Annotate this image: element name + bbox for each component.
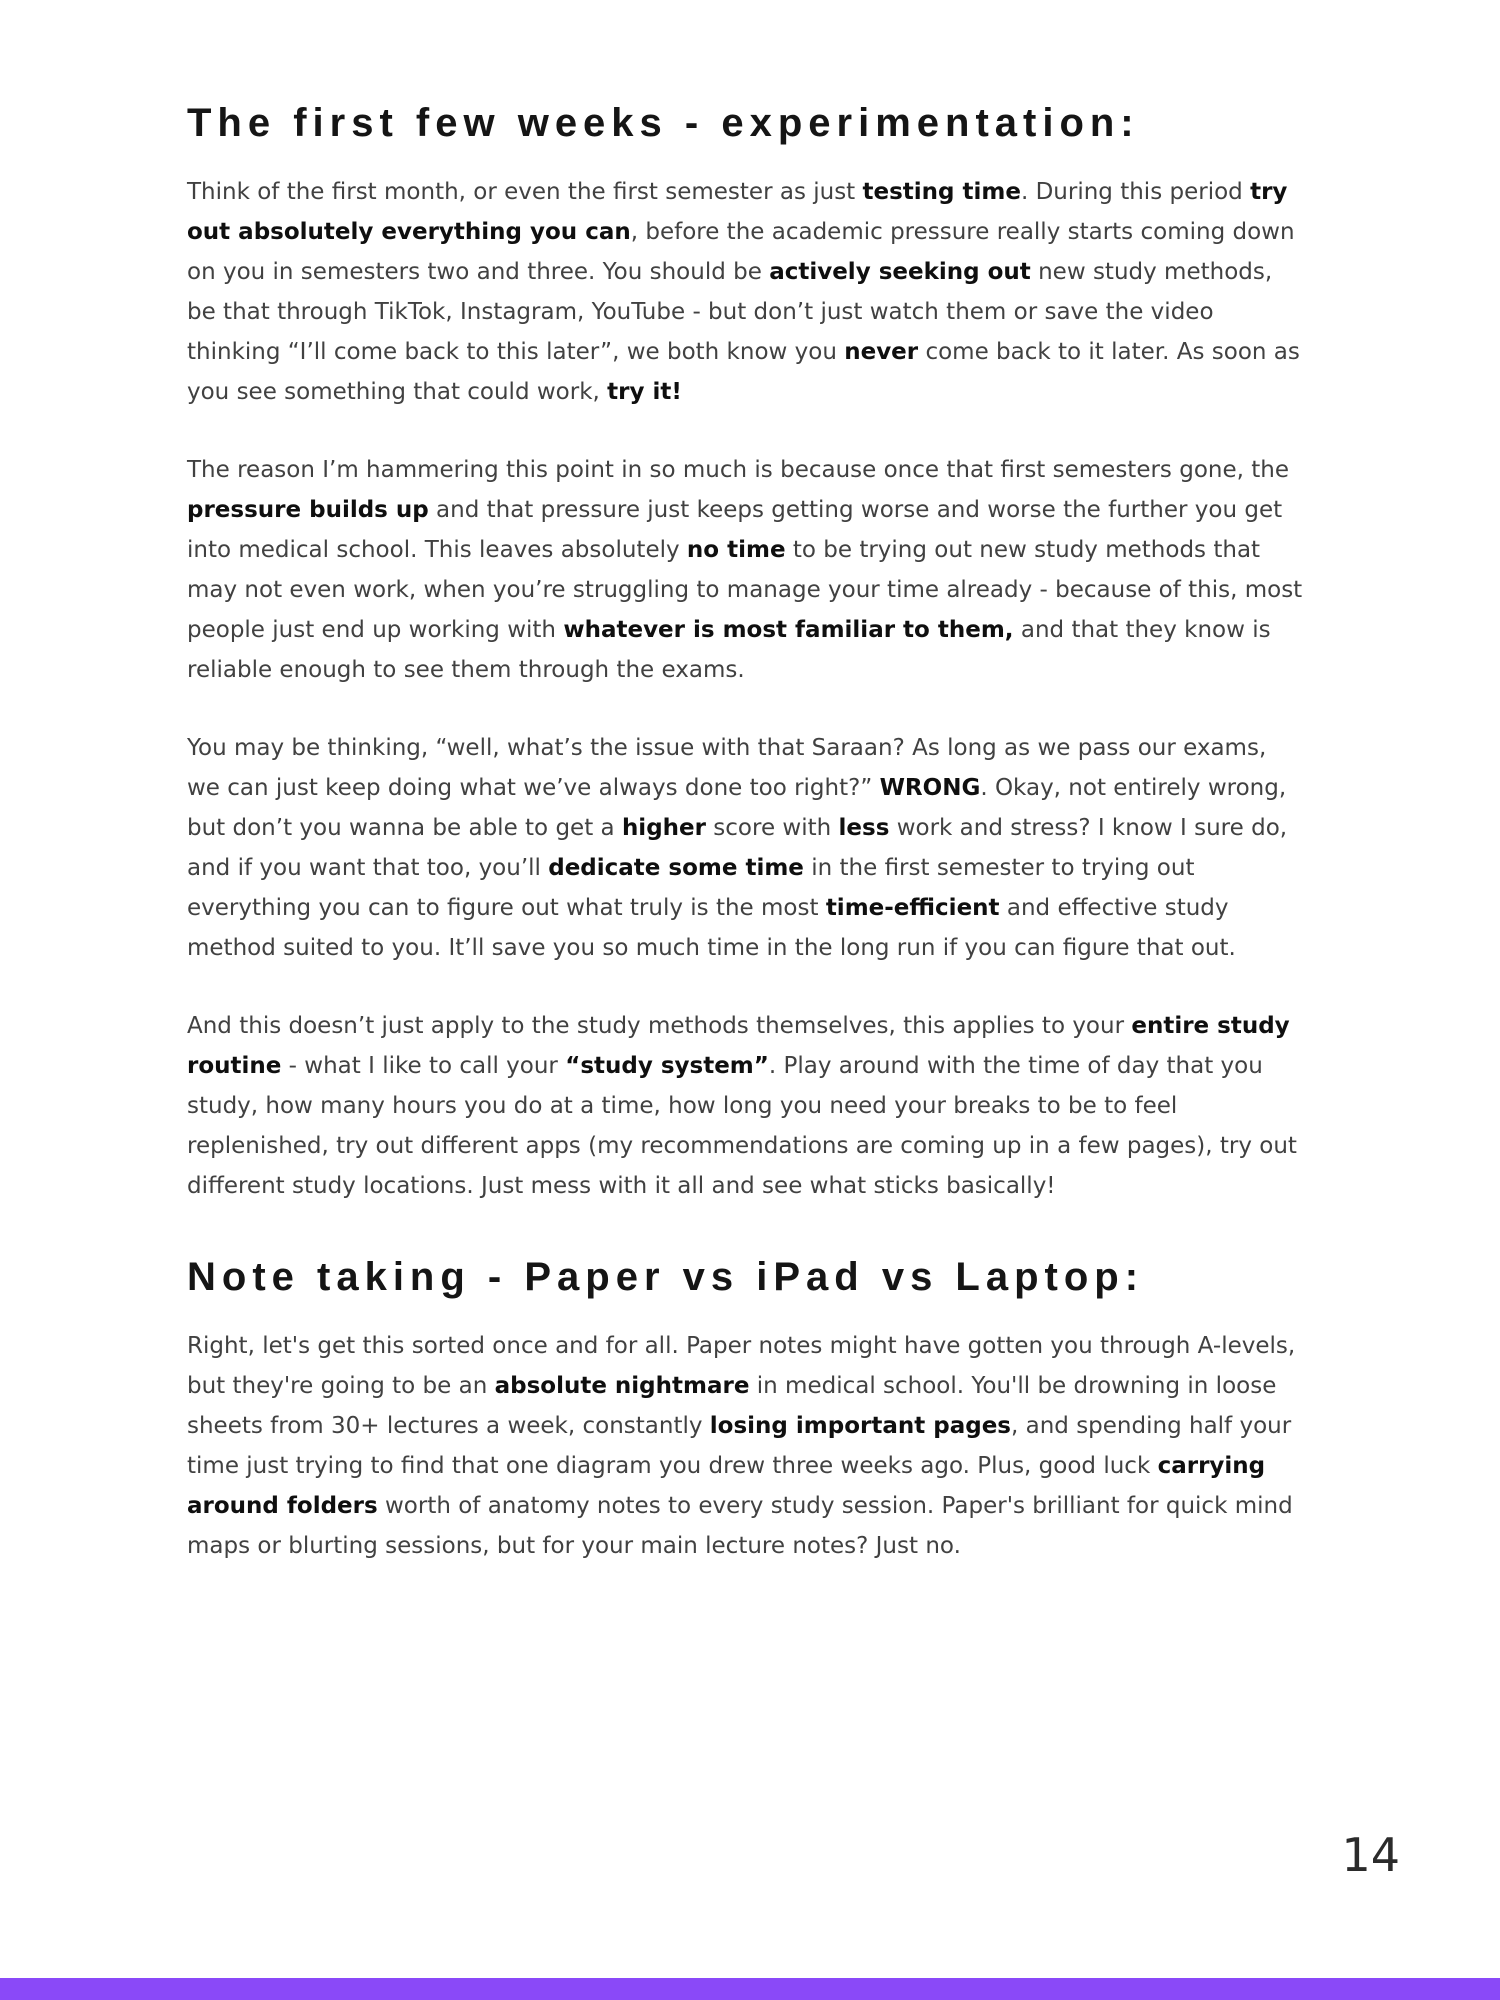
bold-text-run: try out absolutely everything you can	[187, 179, 1288, 245]
bold-text-run: WRONG	[879, 775, 981, 801]
text-run: worth of anatomy notes to every study session. Paper's brilliant for quick mind maps or blurting sessions, but for your main lecture notes? Just no.	[187, 1493, 1293, 1559]
bold-text-run: dedicate some time	[548, 855, 804, 881]
bold-text-run: actively seeking out	[769, 259, 1031, 285]
bold-text-run: testing time	[862, 179, 1021, 205]
text-run: new study methods, be that through TikTok, Instagram, YouTube - but don’t just watch them or save the video thinking “I’ll come back to this later”, we both know you	[187, 259, 1273, 365]
bold-text-run: higher	[621, 815, 706, 841]
text-run: in medical school. You'll be drowning in loose sheets from 30+ lectures a week, constantly	[187, 1373, 1277, 1439]
bold-text-run: carrying around folders	[187, 1453, 1266, 1519]
text-run: work and stress? I know I sure do, and if you want that too, you’ll	[187, 815, 1288, 881]
bold-text-run: entire study routine	[187, 1013, 1290, 1079]
text-run: . Play around with the time of day that you study, how many hours you do at a time, how long you need your breaks to be to feel replenished, try out different apps (my recommendations are coming up in a few pages), try out different study locations. Just mess with it all and see what sticks basically!	[187, 1053, 1297, 1199]
page-content	[187, 100, 1305, 1604]
section-heading: Note taking - Paper vs iPad vs Laptop:	[187, 1255, 1145, 1299]
text-run: , before the academic pressure really starts coming down on you in semesters two and three. You should be	[187, 219, 1295, 285]
section-heading: The first few weeks - experimentation:	[187, 101, 1140, 145]
text-run: come back to it later. As soon as you see something that could work,	[187, 339, 1300, 405]
bold-text-run: pressure builds up	[187, 497, 429, 523]
text-run: - what I like to call your	[281, 1053, 566, 1079]
text-run: And this doesn’t just apply to the study methods themselves, this applies to your	[187, 1013, 1132, 1039]
text-run: . During this period	[1020, 179, 1251, 205]
bold-text-run: “study system”	[565, 1053, 769, 1079]
bold-text-run: whatever is most familiar to them,	[563, 617, 1014, 643]
paragraph	[187, 172, 1305, 412]
text-run: and that pressure just keeps getting worse and worse the further you get into medical school. This leaves absolutely	[187, 497, 1283, 563]
text-run: . Okay, not entirely wrong, but don’t you wanna be able to get a	[187, 775, 1287, 841]
footer-accent-bar	[0, 1978, 1500, 2000]
bold-text-run: no time	[686, 537, 786, 563]
text-run: , and spending half your time just trying to find that one diagram you drew three weeks ago. Plus, good luck	[187, 1413, 1292, 1479]
paragraph	[187, 728, 1305, 968]
bold-text-run: less	[838, 815, 890, 841]
text-run: and effective study method suited to you. It’ll save you so much time in the long run if you can figure that out.	[187, 895, 1236, 961]
text-run: Right, let's get this sorted once and for all. Paper notes might have gotten you through A-levels, but they're going to be an	[187, 1333, 1296, 1399]
bold-text-run: absolute nightmare	[494, 1373, 750, 1399]
text-run: and that they know is reliable enough to see them through the exams.	[187, 617, 1271, 683]
bold-text-run: time-efficient	[825, 895, 1000, 921]
text-run: in the first semester to trying out everything you can to figure out what truly is the most	[187, 855, 1195, 921]
bold-text-run: losing important pages	[709, 1413, 1011, 1439]
page-number: 14	[1341, 1828, 1400, 1882]
text-run: score with	[705, 815, 839, 841]
text-run: You may be thinking, “well, what’s the issue with that Saraan? As long as we pass our exams, we can just keep doing what we’ve always done too right?”	[187, 735, 1267, 801]
paragraph	[187, 1006, 1305, 1206]
text-run: to be trying out new study methods that may not even work, when you’re struggling to manage your time already - because of this, most people just end up working with	[187, 537, 1303, 643]
text-run: Think of the first month, or even the first semester as just	[187, 179, 863, 205]
bold-text-run: try it!	[607, 379, 682, 405]
text-run: The reason I’m hammering this point in so much is because once that first semesters gone, the	[187, 457, 1289, 483]
bold-text-run: never	[844, 339, 919, 365]
paragraph	[187, 1326, 1305, 1566]
paragraph	[187, 450, 1305, 690]
